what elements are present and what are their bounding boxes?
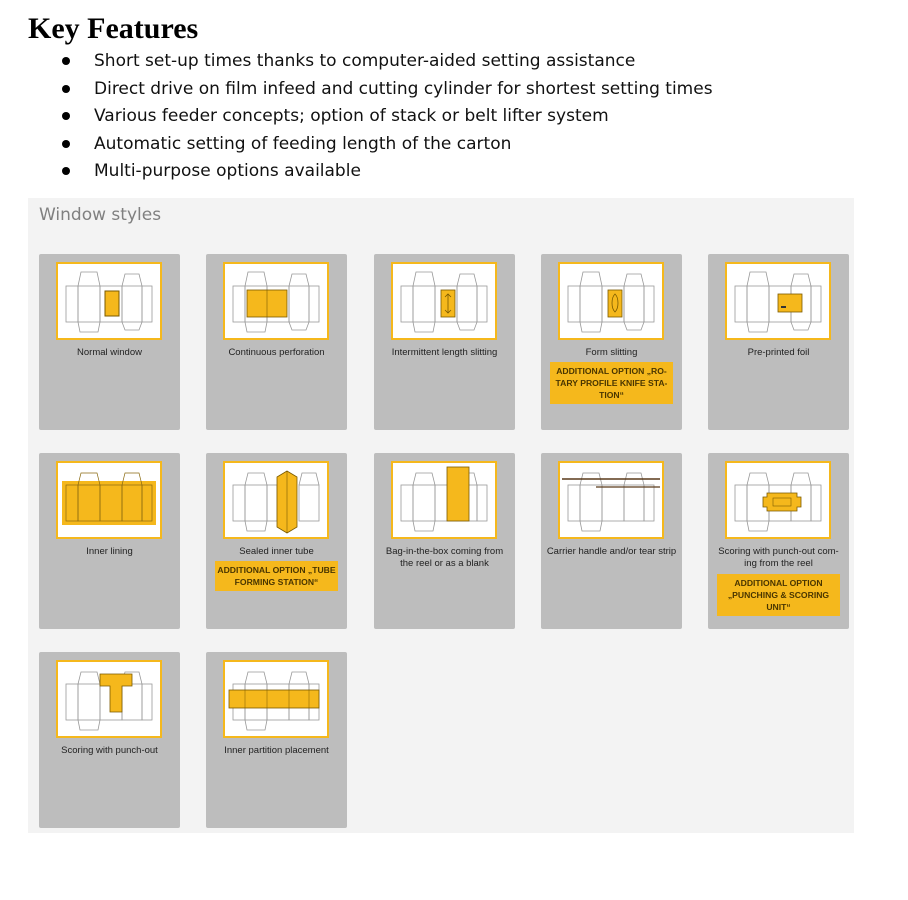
normal-window-icon (56, 262, 162, 340)
bullet-icon (62, 57, 70, 65)
style-card-carrier-handle (541, 453, 682, 629)
style-card-form-slitting (541, 254, 682, 430)
style-label: Carrier handle and/or tear strip (546, 546, 677, 557)
bag-in-the-box-icon (391, 461, 497, 539)
style-label: Pre-printed foil (747, 347, 810, 358)
form-slitting-icon (558, 262, 664, 340)
style-card-inner-partition-placement (206, 652, 347, 828)
style-card-intermittent-length-slitting (374, 254, 515, 430)
feature-item: Direct drive on film infeed and cutting cylinder for shortest setting times (60, 78, 713, 106)
scoring-punch-out-reel-icon (725, 461, 831, 539)
style-card-bag-in-the-box (374, 453, 515, 629)
inner-lining-icon (56, 461, 162, 539)
style-card-pre-printed-foil (708, 254, 849, 430)
style-card-normal-window (39, 254, 180, 430)
inner-partition-placement-icon (223, 660, 329, 738)
style-label: Inner lining (86, 546, 133, 557)
bullet-icon (62, 140, 70, 148)
style-label: Scoring with punch-out (61, 745, 158, 756)
style-label: Intermittent length slitting (391, 347, 498, 358)
style-label: Normal window (77, 347, 142, 358)
style-label: Scoring with punch-out com-ing from the reel (718, 546, 839, 569)
feature-item: Various feeder concepts; option of stack or belt lifter system (60, 105, 713, 133)
carrier-handle-icon (558, 461, 664, 539)
style-card-scoring-punch-out-reel (708, 453, 849, 629)
additional-option-badge: ADDITIONAL OPTION „PUNCHING & SCORING UNIT“ (717, 574, 840, 616)
style-card-continuous-perforation (206, 254, 347, 430)
style-card-inner-lining (39, 453, 180, 629)
feature-item: Automatic setting of feeding length of the carton (60, 133, 713, 161)
style-card-sealed-inner-tube (206, 453, 347, 629)
scoring-punch-out-icon (56, 660, 162, 738)
feature-list (60, 50, 713, 188)
pre-printed-foil-icon (725, 262, 831, 340)
additional-option-badge: ADDITIONAL OPTION „TUBE FORMING STATION“ (215, 561, 338, 591)
style-label: Form slitting (585, 347, 638, 358)
bullet-icon (62, 85, 70, 93)
style-label: Continuous perforation (228, 347, 325, 358)
sealed-inner-tube-icon (223, 461, 329, 539)
window-styles-panel (28, 198, 854, 833)
style-card-scoring-punch-out (39, 652, 180, 828)
additional-option-badge: ADDITIONAL OPTION „RO-TARY PROFILE KNIFE STA-TION“ (550, 362, 673, 404)
bullet-icon (62, 167, 70, 175)
style-label: Bag-in-the-box coming from the reel or as a blank (385, 546, 504, 569)
feature-item: Short set-up times thanks to computer-aided setting assistance (60, 50, 713, 78)
panel-title: Window styles (39, 205, 162, 225)
bullet-icon (62, 112, 70, 120)
continuous-perforation-icon (223, 262, 329, 340)
style-label: Sealed inner tube (239, 546, 314, 557)
page-title: Key Features (28, 12, 199, 45)
intermittent-length-slitting-icon (391, 262, 497, 340)
style-label: Inner partition placement (224, 745, 329, 756)
feature-item: Multi-purpose options available (60, 160, 713, 188)
